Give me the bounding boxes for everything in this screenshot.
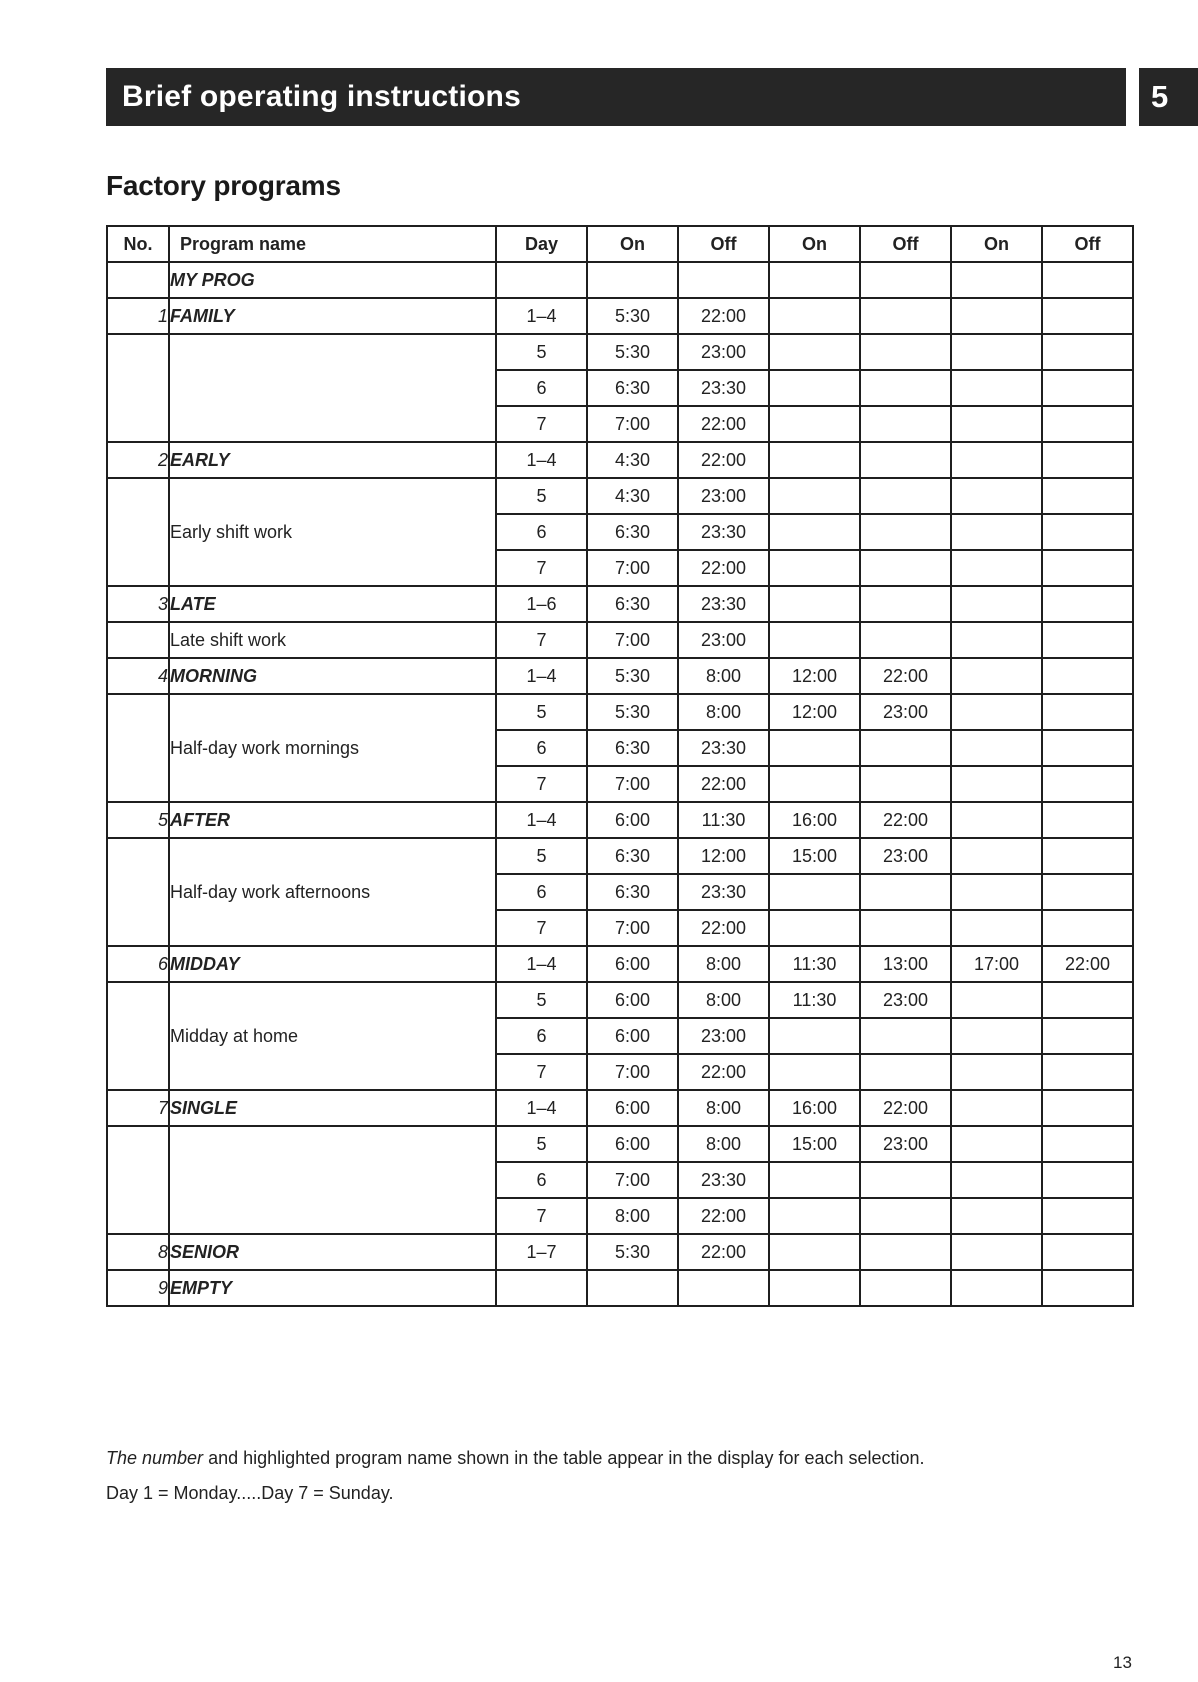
chapter-title: Brief operating instructions	[122, 80, 521, 113]
on-time-cell: 11:30	[769, 946, 860, 982]
day-cell	[496, 1270, 587, 1306]
program-number-continued	[107, 622, 169, 658]
on-time-cell: 7:00	[587, 910, 678, 946]
table-row	[107, 802, 1133, 838]
on-time-cell	[769, 334, 860, 370]
off-time-cell	[860, 370, 951, 406]
on-time-cell	[951, 1126, 1042, 1162]
off-time-cell	[1042, 1234, 1133, 1270]
chapter-header-bar	[106, 68, 1126, 126]
on-time-cell	[769, 514, 860, 550]
on-time-cell: 6:30	[587, 370, 678, 406]
off-time-cell: 22:00	[678, 298, 769, 334]
on-time-cell	[769, 766, 860, 802]
program-number-continued	[107, 478, 169, 586]
on-time-cell	[769, 370, 860, 406]
day-cell: 6	[496, 1162, 587, 1198]
on-time-cell: 6:30	[587, 514, 678, 550]
off-time-cell	[1042, 874, 1133, 910]
on-time-cell: 6:30	[587, 730, 678, 766]
program-name	[169, 262, 496, 298]
table-row	[107, 586, 1133, 622]
table-row	[107, 838, 1133, 874]
off-time-cell: 22:00	[678, 1054, 769, 1090]
on-time-cell	[951, 334, 1042, 370]
off-time-cell	[1042, 514, 1133, 550]
off-time-cell	[860, 586, 951, 622]
off-time-cell: 8:00	[678, 1090, 769, 1126]
on-time-cell	[951, 1018, 1042, 1054]
on-time-cell	[951, 550, 1042, 586]
program-description	[169, 334, 496, 442]
on-time-cell	[951, 370, 1042, 406]
header-on-3: On	[951, 226, 1042, 262]
off-time-cell	[1042, 766, 1133, 802]
program-description: Midday at home	[169, 982, 496, 1090]
on-time-cell	[951, 514, 1042, 550]
day-cell: 6	[496, 514, 587, 550]
program-name-label: AFTER	[170, 809, 230, 830]
off-time-cell: 8:00	[678, 982, 769, 1018]
on-time-cell	[951, 802, 1042, 838]
off-time-cell: 22:00	[678, 1198, 769, 1234]
on-time-cell: 7:00	[587, 1162, 678, 1198]
on-time-cell	[951, 622, 1042, 658]
off-time-cell	[1042, 1126, 1133, 1162]
program-name	[169, 586, 496, 622]
on-time-cell	[951, 478, 1042, 514]
off-time-cell	[1042, 802, 1133, 838]
off-time-cell	[1042, 586, 1133, 622]
program-name-label: MY PROG	[170, 269, 255, 290]
on-time-cell	[769, 298, 860, 334]
off-time-cell	[678, 1270, 769, 1306]
programs-body	[107, 262, 1133, 1306]
off-time-cell	[860, 1018, 951, 1054]
off-time-cell	[1042, 262, 1133, 298]
on-time-cell	[769, 1270, 860, 1306]
off-time-cell	[860, 910, 951, 946]
off-time-cell	[860, 1198, 951, 1234]
program-description: Half-day work afternoons	[169, 838, 496, 946]
on-time-cell	[951, 730, 1042, 766]
off-time-cell	[1042, 982, 1133, 1018]
header-day: Day	[496, 226, 587, 262]
table-row	[107, 1234, 1133, 1270]
off-time-cell	[1042, 442, 1133, 478]
table-row	[107, 658, 1133, 694]
program-number: 8	[107, 1234, 169, 1270]
program-name-label: MIDDAY	[170, 953, 240, 974]
off-time-cell	[1042, 1162, 1133, 1198]
day-cell: 1–7	[496, 1234, 587, 1270]
off-time-cell	[1042, 838, 1133, 874]
off-time-cell	[1042, 406, 1133, 442]
table-row	[107, 1090, 1133, 1126]
day-cell: 6	[496, 730, 587, 766]
program-name-label: MORNING	[170, 665, 257, 686]
program-name-label: EMPTY	[170, 1277, 233, 1298]
day-cell: 5	[496, 1126, 587, 1162]
footnote-days: Day 1 = Monday.....Day 7 = Sunday.	[106, 1483, 394, 1503]
off-time-cell: 13:00	[860, 946, 951, 982]
off-time-cell: 8:00	[678, 658, 769, 694]
table-row	[107, 478, 1133, 514]
off-time-cell	[1042, 1198, 1133, 1234]
day-cell: 7	[496, 550, 587, 586]
off-time-cell	[860, 1054, 951, 1090]
day-cell: 1–4	[496, 802, 587, 838]
program-description	[169, 1126, 496, 1234]
program-name-label: FAMILY	[170, 305, 235, 326]
program-number: 4	[107, 658, 169, 694]
day-cell: 1–4	[496, 442, 587, 478]
day-cell: 7	[496, 406, 587, 442]
header-on-1: On	[587, 226, 678, 262]
on-time-cell	[769, 1198, 860, 1234]
on-time-cell: 15:00	[769, 838, 860, 874]
day-cell: 5	[496, 694, 587, 730]
on-time-cell: 7:00	[587, 766, 678, 802]
day-cell: 7	[496, 1054, 587, 1090]
on-time-cell: 5:30	[587, 334, 678, 370]
table-row	[107, 982, 1133, 1018]
program-name	[169, 298, 496, 334]
on-time-cell	[769, 910, 860, 946]
program-number	[107, 262, 169, 298]
off-time-cell	[1042, 730, 1133, 766]
on-time-cell: 16:00	[769, 1090, 860, 1126]
off-time-cell: 23:30	[678, 586, 769, 622]
off-time-cell	[1042, 622, 1133, 658]
table-row	[107, 442, 1133, 478]
on-time-cell	[769, 1162, 860, 1198]
on-time-cell	[769, 262, 860, 298]
on-time-cell: 15:00	[769, 1126, 860, 1162]
table-row	[107, 298, 1133, 334]
on-time-cell: 7:00	[587, 1054, 678, 1090]
footnote-text: and highlighted program name shown in the table appear in the display for each selection.	[203, 1448, 925, 1468]
off-time-cell	[860, 874, 951, 910]
footnote-italic: The number	[106, 1448, 204, 1468]
day-cell: 1–4	[496, 658, 587, 694]
program-number: 9	[107, 1270, 169, 1306]
off-time-cell: 22:00	[860, 1090, 951, 1126]
day-cell	[496, 262, 587, 298]
off-time-cell: 22:00	[678, 442, 769, 478]
off-time-cell	[1042, 1018, 1133, 1054]
on-time-cell: 5:30	[587, 658, 678, 694]
off-time-cell	[1042, 1090, 1133, 1126]
chapter-number-tab	[1139, 68, 1198, 126]
factory-programs-table	[106, 225, 1134, 1307]
off-time-cell	[860, 766, 951, 802]
on-time-cell: 7:00	[587, 550, 678, 586]
program-name-label: EARLY	[170, 449, 230, 470]
section-title: Factory programs	[106, 170, 341, 201]
on-time-cell: 6:00	[587, 1018, 678, 1054]
header-no: No.	[107, 226, 169, 262]
on-time-cell	[951, 874, 1042, 910]
off-time-cell: 12:00	[678, 838, 769, 874]
on-time-cell	[951, 1054, 1042, 1090]
on-time-cell: 7:00	[587, 622, 678, 658]
program-number-continued	[107, 334, 169, 442]
off-time-cell: 22:00	[678, 766, 769, 802]
day-cell: 6	[496, 370, 587, 406]
on-time-cell: 8:00	[587, 1198, 678, 1234]
off-time-cell: 23:30	[678, 874, 769, 910]
day-cell: 1–6	[496, 586, 587, 622]
day-cell: 7	[496, 766, 587, 802]
off-time-cell: 8:00	[678, 694, 769, 730]
program-number-continued	[107, 838, 169, 946]
program-name	[169, 1234, 496, 1270]
on-time-cell	[769, 478, 860, 514]
day-cell: 1–4	[496, 298, 587, 334]
on-time-cell: 5:30	[587, 1234, 678, 1270]
on-time-cell: 7:00	[587, 406, 678, 442]
off-time-cell: 22:00	[678, 1234, 769, 1270]
table-row	[107, 694, 1133, 730]
on-time-cell: 6:00	[587, 802, 678, 838]
off-time-cell: 23:30	[678, 370, 769, 406]
header-on-2: On	[769, 226, 860, 262]
on-time-cell	[951, 586, 1042, 622]
off-time-cell	[860, 478, 951, 514]
chapter-number: 5	[1151, 79, 1169, 114]
on-time-cell: 6:30	[587, 838, 678, 874]
off-time-cell	[1042, 334, 1133, 370]
off-time-cell: 8:00	[678, 946, 769, 982]
on-time-cell: 4:30	[587, 478, 678, 514]
on-time-cell	[951, 910, 1042, 946]
off-time-cell: 23:00	[860, 1126, 951, 1162]
on-time-cell	[951, 1234, 1042, 1270]
off-time-cell	[1042, 694, 1133, 730]
program-number: 6	[107, 946, 169, 982]
on-time-cell: 6:30	[587, 586, 678, 622]
off-time-cell	[678, 262, 769, 298]
off-time-cell: 23:00	[678, 622, 769, 658]
footnote-display	[106, 1448, 925, 1469]
off-time-cell: 22:00	[678, 910, 769, 946]
day-cell: 5	[496, 478, 587, 514]
off-time-cell: 23:00	[678, 1018, 769, 1054]
off-time-cell	[1042, 658, 1133, 694]
off-time-cell	[860, 1234, 951, 1270]
day-cell: 5	[496, 982, 587, 1018]
program-name	[169, 946, 496, 982]
program-name	[169, 442, 496, 478]
off-time-cell	[860, 334, 951, 370]
off-time-cell: 22:00	[860, 658, 951, 694]
on-time-cell: 5:30	[587, 298, 678, 334]
off-time-cell: 22:00	[860, 802, 951, 838]
program-name	[169, 1090, 496, 1126]
header-off-2: Off	[860, 226, 951, 262]
program-name	[169, 658, 496, 694]
on-time-cell	[769, 622, 860, 658]
off-time-cell: 23:30	[678, 1162, 769, 1198]
on-time-cell	[951, 694, 1042, 730]
off-time-cell	[860, 1162, 951, 1198]
off-time-cell	[860, 298, 951, 334]
on-time-cell	[951, 982, 1042, 1018]
off-time-cell: 23:00	[678, 334, 769, 370]
off-time-cell: 22:00	[678, 550, 769, 586]
on-time-cell	[951, 442, 1042, 478]
day-cell: 1–4	[496, 1090, 587, 1126]
on-time-cell	[951, 658, 1042, 694]
day-cell: 7	[496, 910, 587, 946]
program-number: 3	[107, 586, 169, 622]
table-row	[107, 1126, 1133, 1162]
off-time-cell	[1042, 550, 1133, 586]
program-number-continued	[107, 982, 169, 1090]
on-time-cell: 11:30	[769, 982, 860, 1018]
on-time-cell: 6:30	[587, 874, 678, 910]
page-number: 13	[1113, 1653, 1132, 1672]
header-off-1: Off	[678, 226, 769, 262]
on-time-cell	[769, 730, 860, 766]
day-cell: 7	[496, 1198, 587, 1234]
off-time-cell: 23:00	[860, 982, 951, 1018]
on-time-cell	[769, 1234, 860, 1270]
day-cell: 6	[496, 1018, 587, 1054]
off-time-cell	[1042, 910, 1133, 946]
program-number: 2	[107, 442, 169, 478]
off-time-cell: 23:00	[860, 694, 951, 730]
header-program-name: Program name	[169, 226, 496, 262]
off-time-cell	[860, 622, 951, 658]
program-number: 1	[107, 298, 169, 334]
program-number: 7	[107, 1090, 169, 1126]
program-name	[169, 802, 496, 838]
program-number: 5	[107, 802, 169, 838]
day-cell: 7	[496, 622, 587, 658]
on-time-cell	[951, 262, 1042, 298]
on-time-cell: 6:00	[587, 946, 678, 982]
program-name-label: LATE	[170, 593, 216, 614]
on-time-cell	[769, 1054, 860, 1090]
off-time-cell	[1042, 1054, 1133, 1090]
on-time-cell	[951, 406, 1042, 442]
on-time-cell	[769, 406, 860, 442]
on-time-cell: 6:00	[587, 982, 678, 1018]
on-time-cell: 4:30	[587, 442, 678, 478]
on-time-cell	[769, 442, 860, 478]
program-description: Early shift work	[169, 478, 496, 586]
off-time-cell	[860, 406, 951, 442]
on-time-cell	[769, 586, 860, 622]
off-time-cell: 11:30	[678, 802, 769, 838]
off-time-cell	[860, 550, 951, 586]
on-time-cell	[951, 838, 1042, 874]
on-time-cell: 6:00	[587, 1090, 678, 1126]
on-time-cell	[951, 298, 1042, 334]
off-time-cell	[860, 262, 951, 298]
off-time-cell	[860, 442, 951, 478]
on-time-cell	[951, 1162, 1042, 1198]
on-time-cell	[951, 1090, 1042, 1126]
off-time-cell: 23:00	[860, 838, 951, 874]
on-time-cell	[769, 1018, 860, 1054]
on-time-cell: 12:00	[769, 658, 860, 694]
header-off-3: Off	[1042, 226, 1133, 262]
off-time-cell: 23:00	[678, 478, 769, 514]
day-cell: 6	[496, 874, 587, 910]
off-time-cell	[860, 730, 951, 766]
off-time-cell	[860, 1270, 951, 1306]
off-time-cell: 8:00	[678, 1126, 769, 1162]
on-time-cell	[769, 874, 860, 910]
table-row	[107, 622, 1133, 658]
day-cell: 5	[496, 838, 587, 874]
program-name-label: SENIOR	[170, 1241, 240, 1262]
program-name-label: SINGLE	[170, 1097, 238, 1118]
on-time-cell	[587, 1270, 678, 1306]
on-time-cell	[769, 550, 860, 586]
table-row	[107, 334, 1133, 370]
program-number-continued	[107, 694, 169, 802]
program-description: Late shift work	[169, 622, 496, 658]
on-time-cell: 12:00	[769, 694, 860, 730]
on-time-cell	[951, 1270, 1042, 1306]
off-time-cell: 22:00	[1042, 946, 1133, 982]
table-row	[107, 946, 1133, 982]
table-header-row	[107, 226, 1133, 262]
day-cell: 5	[496, 334, 587, 370]
day-cell: 1–4	[496, 946, 587, 982]
on-time-cell: 16:00	[769, 802, 860, 838]
off-time-cell	[1042, 370, 1133, 406]
on-time-cell	[587, 262, 678, 298]
program-name	[169, 1270, 496, 1306]
on-time-cell: 6:00	[587, 1126, 678, 1162]
off-time-cell	[1042, 298, 1133, 334]
off-time-cell: 23:30	[678, 730, 769, 766]
off-time-cell	[1042, 1270, 1133, 1306]
table-row	[107, 262, 1133, 298]
on-time-cell	[951, 1198, 1042, 1234]
off-time-cell: 23:30	[678, 514, 769, 550]
program-number-continued	[107, 1126, 169, 1234]
off-time-cell	[860, 514, 951, 550]
table-row	[107, 1270, 1133, 1306]
on-time-cell: 5:30	[587, 694, 678, 730]
off-time-cell: 22:00	[678, 406, 769, 442]
off-time-cell	[1042, 478, 1133, 514]
on-time-cell	[951, 766, 1042, 802]
on-time-cell: 17:00	[951, 946, 1042, 982]
program-description: Half-day work mornings	[169, 694, 496, 802]
